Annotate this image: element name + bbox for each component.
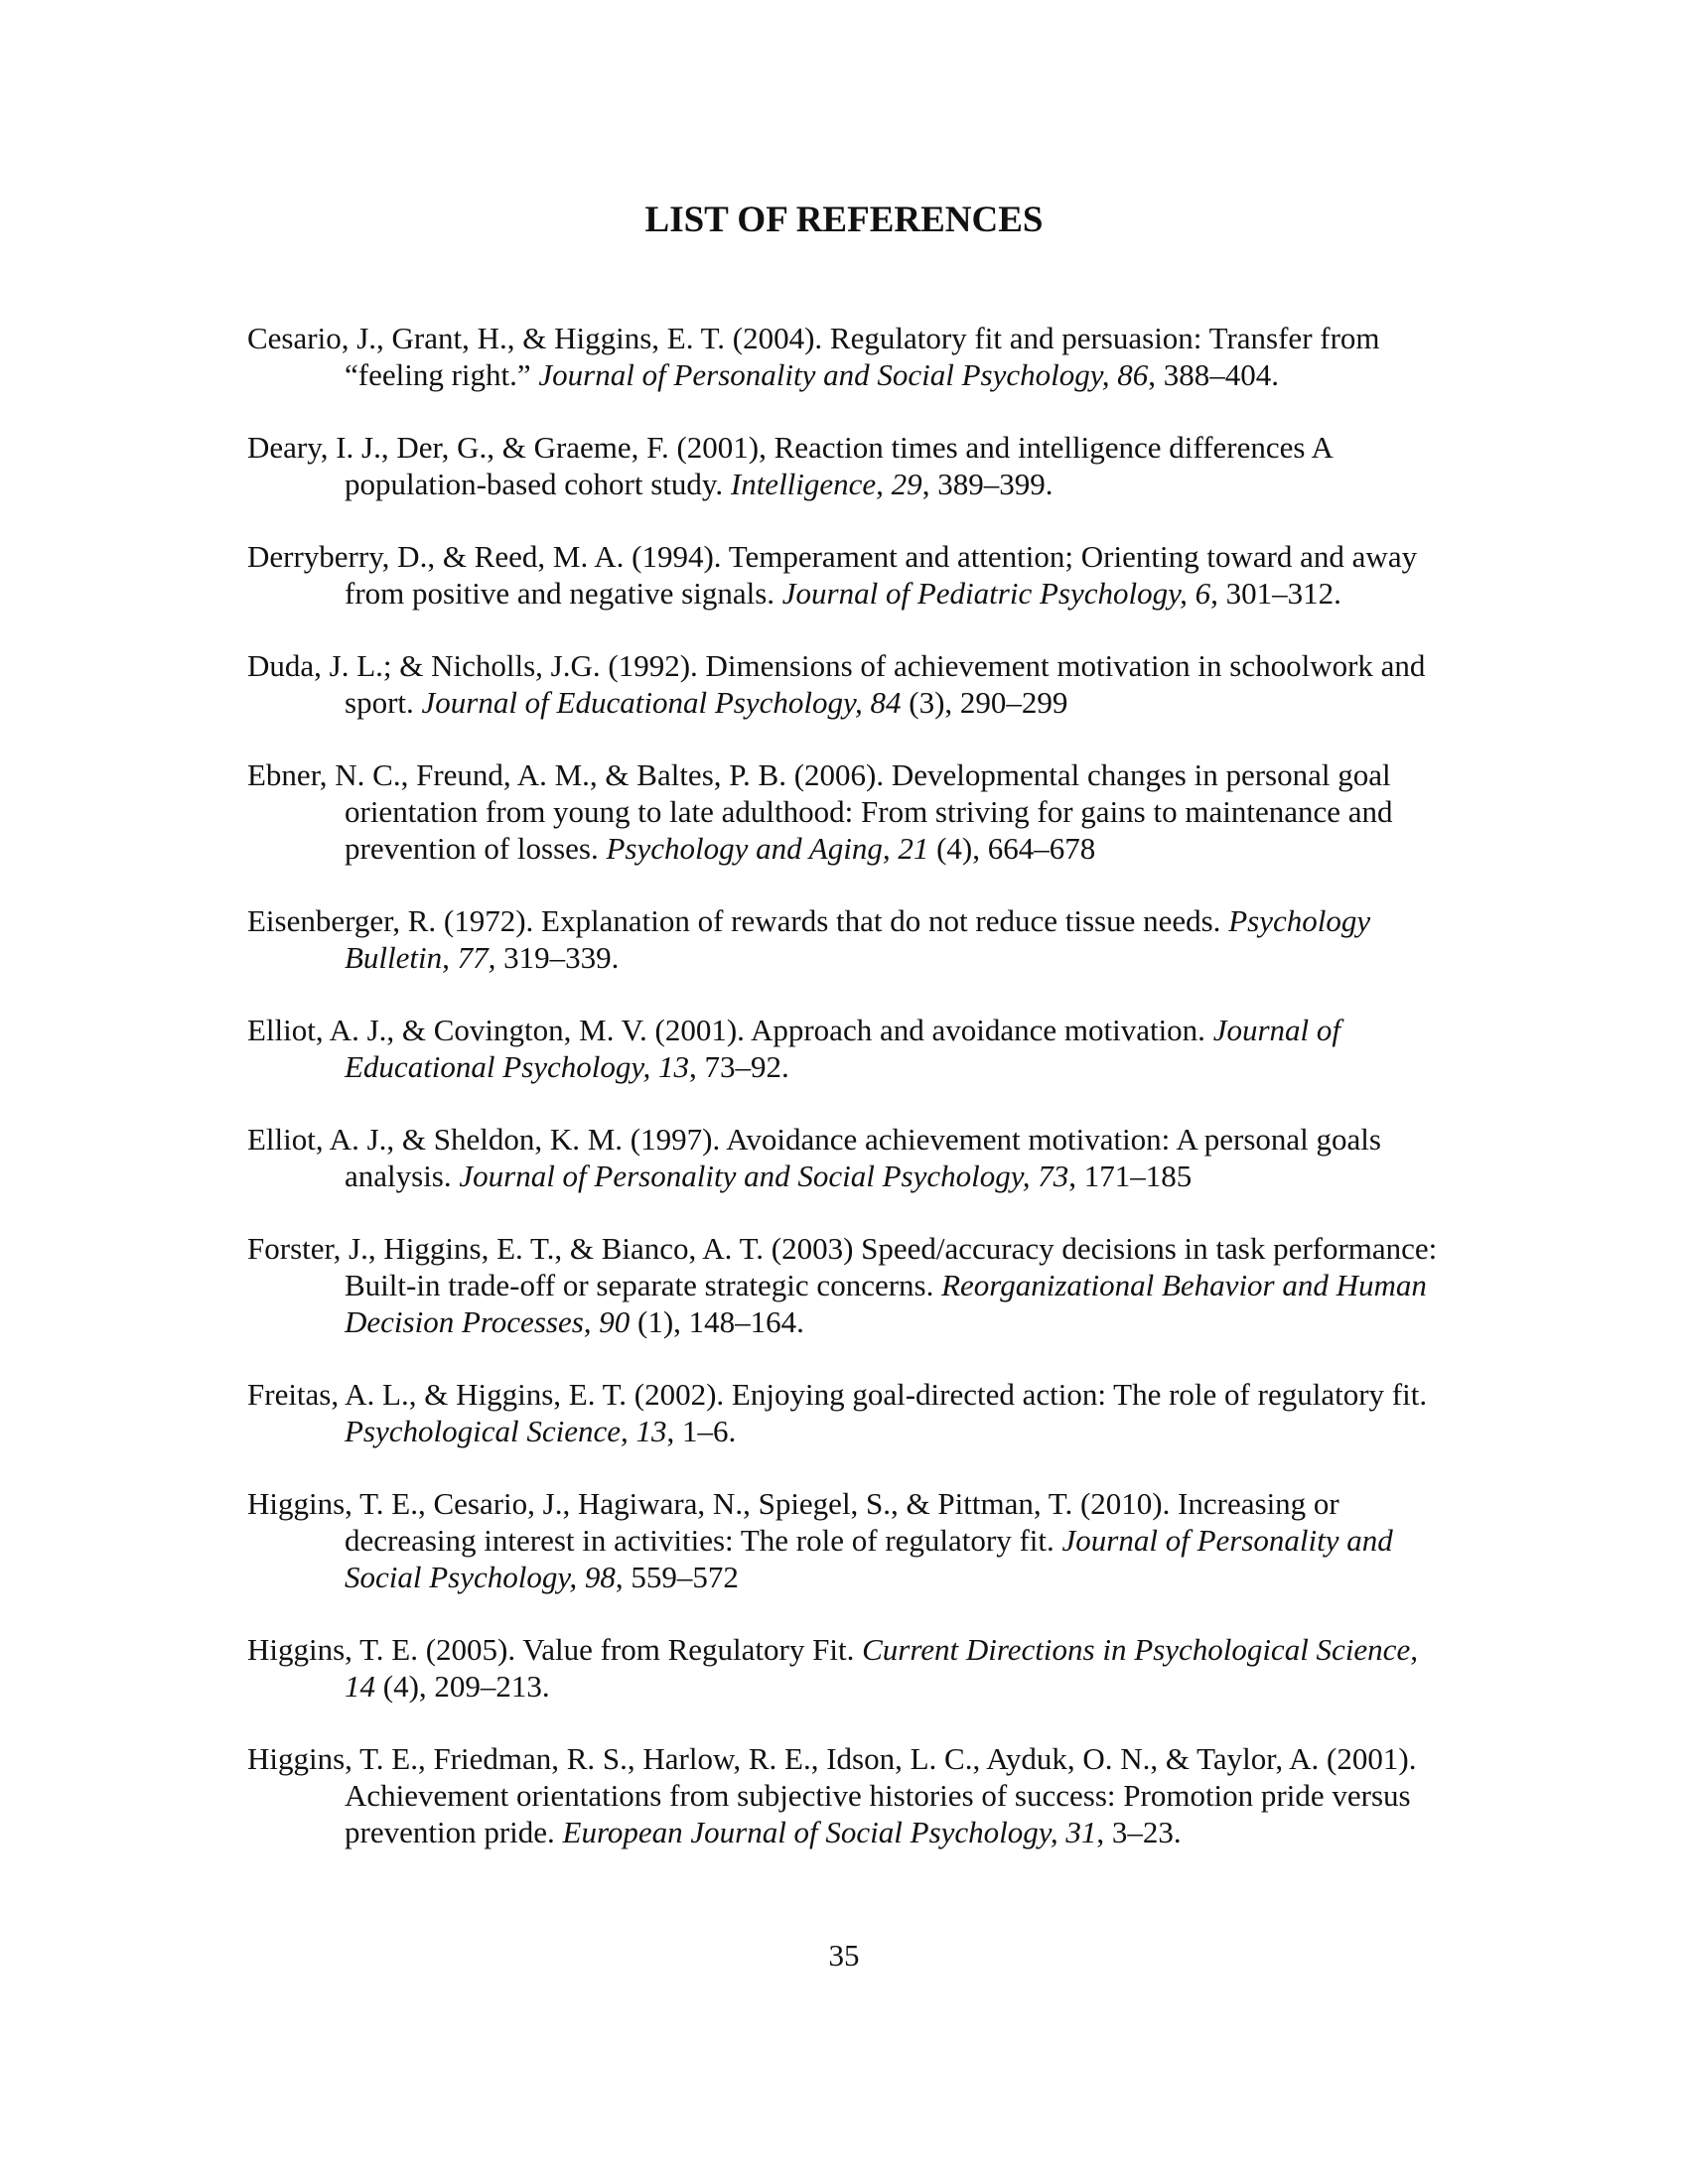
reference-text: Duda, J. L.; & Nicholls, J.G. (1992). Dimensions of achievement motivation in schoolwork and sport.: [247, 648, 1426, 720]
reference-journal: Psychology Bulletin, 77,: [345, 903, 1371, 975]
reference-entry: [247, 1485, 1439, 1595]
reference-entry: [247, 1631, 1439, 1705]
reference-pages: (4), 664–678: [928, 831, 1096, 866]
reference-text: Forster, J., Higgins, E. T., & Bianco, A. T. (2003) Speed/accuracy decisions in task performance: Built-in trade-off or separate strategic concerns.: [247, 1231, 1438, 1302]
reference-entry: [247, 320, 1439, 393]
reference-text: Higgins, T. E. (2005). Value from Regulatory Fit.: [247, 1632, 863, 1667]
reference-text: Eisenberger, R. (1972). Explanation of rewards that do not reduce tissue needs.: [247, 903, 1229, 938]
reference-pages: 319–339.: [495, 940, 620, 975]
reference-entry: [247, 1230, 1439, 1340]
reference-entry: [247, 1740, 1439, 1850]
reference-journal: Journal of Educational Psychology, 84: [421, 685, 902, 720]
reference-text: Deary, I. J., Der, G., & Graeme, F. (2001), Reaction times and intelligence differences A population-based cohort study.: [247, 430, 1333, 501]
reference-pages: , 3–23.: [1096, 1815, 1182, 1849]
reference-pages: , 1–6.: [666, 1414, 737, 1448]
reference-entry: [247, 1012, 1439, 1085]
reference-pages: (4), 209–213.: [375, 1669, 550, 1704]
reference-text: Cesario, J., Grant, H., & Higgins, E. T. (2004). Regulatory fit and persuasion: Transfer from “feeling right.”: [247, 321, 1380, 392]
reference-text: Higgins, T. E., Cesario, J., Hagiwara, N., Spiegel, S., & Pittman, T. (2010). Increasing or decreasing interest in activities: The role of regulatory fit.: [247, 1486, 1339, 1558]
reference-entry: [247, 1376, 1439, 1449]
reference-text: Elliot, A. J., & Covington, M. V. (2001). Approach and avoidance motivation.: [247, 1013, 1213, 1047]
reference-entry: [247, 429, 1439, 502]
reference-pages: , 388–404.: [1148, 357, 1280, 392]
reference-journal: European Journal of Social Psychology, 31: [562, 1815, 1097, 1849]
reference-journal: Psychology and Aging, 21: [606, 831, 929, 866]
reference-pages: (1), 148–164.: [630, 1304, 804, 1339]
reference-entry: [247, 647, 1439, 721]
reference-pages: , 73–92.: [688, 1049, 789, 1084]
reference-pages: , 171–185: [1068, 1159, 1193, 1193]
reference-entry: [247, 902, 1439, 976]
reference-journal: Journal of Personality and Social Psychology, 73: [459, 1159, 1069, 1193]
reference-journal: Journal of Pediatric Psychology, 6,: [781, 576, 1218, 611]
reference-journal: Current Directions in Psychological Science, 14: [345, 1632, 1418, 1704]
reference-text: Ebner, N. C., Freund, A. M., & Baltes, P. B. (2006). Developmental changes in personal goal orientation from young to late adulthood: From striving for gains to maintenance and prevention of losses.: [247, 757, 1393, 866]
reference-journal: Reorganizational Behavior and Human Decision Processes, 90: [345, 1268, 1427, 1339]
reference-pages: , 559–572: [615, 1560, 739, 1594]
page-number: 35: [828, 1938, 860, 1973]
reference-text: Higgins, T. E., Friedman, R. S., Harlow, R. E., Idson, L. C., Ayduk, O. N., & Taylor, A. (2001). Achievement orientations from subjective histories of success: Promotion pride versus prevention pride.: [247, 1741, 1417, 1849]
reference-entry: [247, 538, 1439, 612]
page-title: LIST OF REFERENCES: [644, 200, 1044, 240]
reference-text: Freitas, A. L., & Higgins, E. T. (2002). Enjoying goal-directed action: The role of regulatory fit.: [247, 1377, 1428, 1412]
reference-pages: 301–312.: [1217, 576, 1341, 611]
reference-journal: Psychological Science, 13: [345, 1414, 667, 1448]
reference-journal: Journal of Personality and Social Psychology, 98: [345, 1523, 1393, 1594]
reference-list: [247, 320, 1439, 1886]
reference-entry: [247, 1121, 1439, 1194]
reference-pages: (3), 290–299: [901, 685, 1068, 720]
reference-text: Elliot, A. J., & Sheldon, K. M. (1997). Avoidance achievement motivation: A personal goals analysis.: [247, 1122, 1381, 1193]
reference-text: Derryberry, D., & Reed, M. A. (1994). Temperament and attention; Orienting toward and away from positive and negative signals.: [247, 539, 1418, 611]
reference-pages: , 389–399.: [921, 467, 1054, 501]
reference-entry: [247, 756, 1439, 867]
reference-journal: Intelligence, 29: [730, 467, 922, 501]
reference-journal: Journal of Personality and Social Psychology, 86: [538, 357, 1149, 392]
reference-journal: Journal of Educational Psychology, 13: [345, 1013, 1340, 1084]
